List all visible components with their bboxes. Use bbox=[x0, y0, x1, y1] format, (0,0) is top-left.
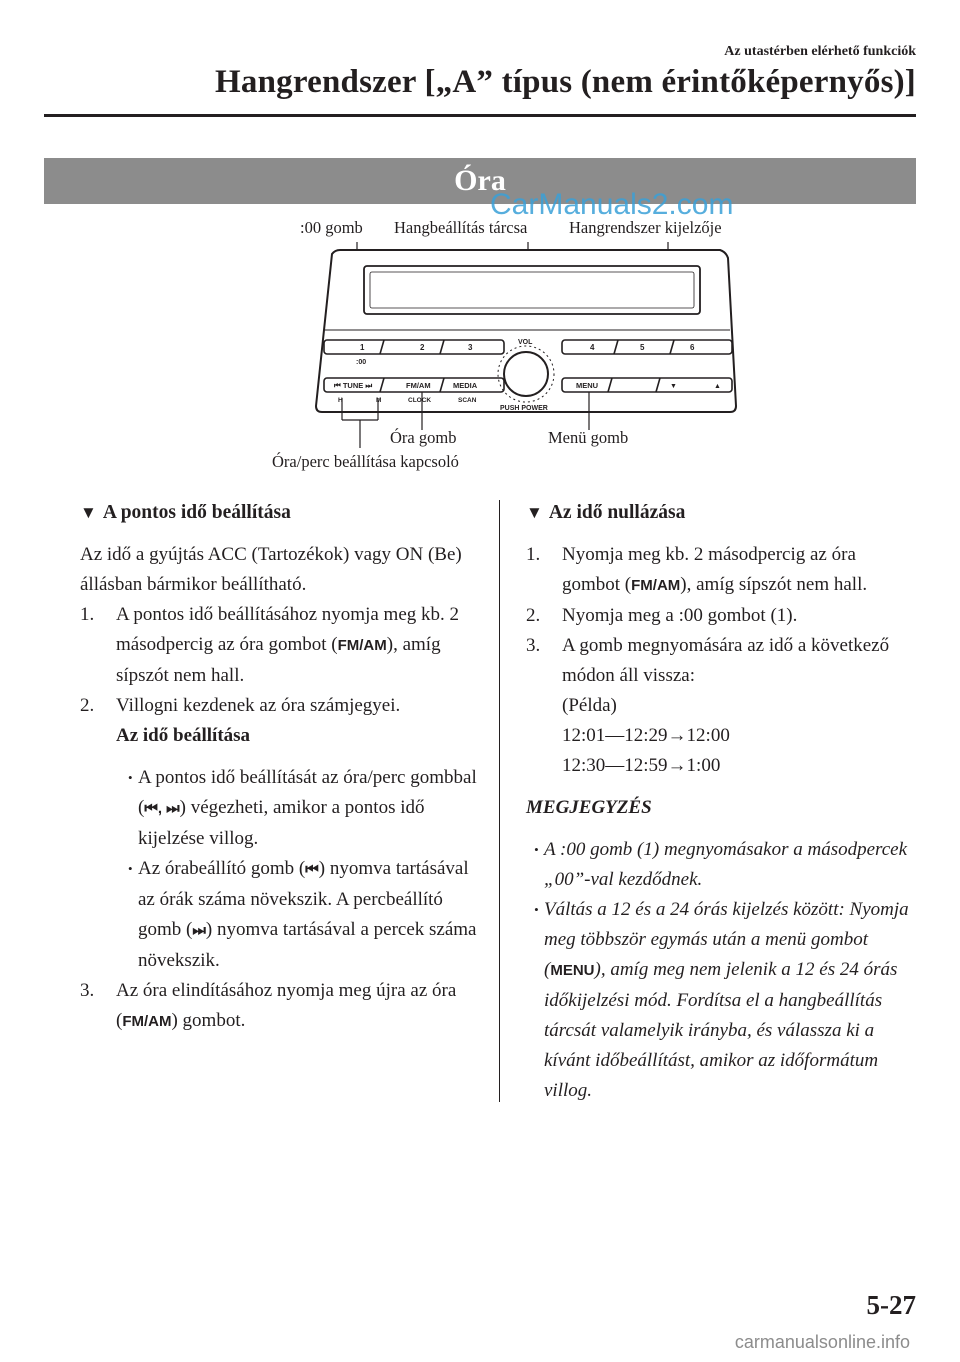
tune-label: ⏮ TUNE ⏭ bbox=[334, 381, 373, 390]
label-menu-button: Menü gomb bbox=[548, 428, 629, 447]
scan-label: SCAN bbox=[458, 397, 477, 404]
preset-1-label: 1 bbox=[360, 343, 365, 352]
fmam-key: FM/AM bbox=[337, 637, 387, 654]
column-divider bbox=[499, 500, 500, 1102]
bullet-1: • A pontos idő beállítását az óra/perc gombbal (⏮, ⏭) végezheti, amikor a pontos idő kijelzése villog. bbox=[128, 767, 477, 849]
subheading-time-setting: Az idő beállítása bbox=[116, 725, 251, 746]
triangle-icon: ▼ bbox=[526, 503, 543, 522]
volume-knob bbox=[504, 352, 548, 396]
reset-step-2: 2. Nyomja meg a :00 gombot (1). bbox=[526, 605, 798, 626]
clock-label: CLOCK bbox=[408, 397, 432, 404]
right-column bbox=[526, 498, 918, 1106]
fmam-key: FM/AM bbox=[631, 577, 681, 594]
example-1: 12:01―12:29→12:00 bbox=[562, 725, 730, 746]
label-hour-minute-switch: Óra/perc beállítása kapcsoló bbox=[272, 452, 459, 471]
step-2: 2. Villogni kezdenek az óra számjegyei. bbox=[80, 695, 401, 716]
h-label: H bbox=[338, 397, 343, 404]
header-divider bbox=[44, 114, 916, 117]
preset-3-label: 3 bbox=[468, 343, 473, 352]
header-category: Az utastérben elérhető funkciók bbox=[724, 44, 916, 59]
left-column bbox=[80, 498, 488, 1037]
reset-step-3: 3. A gomb megnyomására az idő a következő módon áll vissza: bbox=[526, 635, 890, 686]
display-window bbox=[364, 266, 700, 314]
media-label: MEDIA bbox=[453, 381, 478, 390]
audio-unit-diagram bbox=[260, 212, 760, 482]
preset-6-label: 6 bbox=[690, 343, 695, 352]
label-sound-dial: Hangbeállítás tárcsa bbox=[394, 218, 528, 237]
seek-keys: ⏮, ⏭ bbox=[144, 800, 180, 817]
preset-row-right bbox=[562, 340, 732, 354]
note-bullet-2: • Váltás a 12 és a 24 órás kijelzés között: Nyomja meg többször egymás után a menü gombot (MENU), amíg meg nem jelenik a 12 és 24 órás időkijelzési mód. Fordítsa el a hangbeállítás tárcsát valamelyik irányba, és válassza ki a kívánt időbeállítást, amikor az időformátum villog. bbox=[534, 899, 909, 1101]
label-display: Hangrendszer kijelzője bbox=[569, 218, 722, 237]
footer-site: carmanualsonline.info bbox=[734, 1332, 910, 1352]
fmam-key: FM/AM bbox=[122, 1013, 172, 1030]
down-label: ▼ bbox=[670, 383, 677, 390]
fmam-label: FM/AM bbox=[406, 381, 431, 390]
zero-label: :00 bbox=[356, 359, 367, 366]
example-label: (Példa) bbox=[562, 695, 617, 716]
page-title: Hangrendszer [„A” típus (nem érintőképernyős)] bbox=[215, 64, 916, 100]
up-label: ▲ bbox=[714, 383, 721, 390]
example-2: 12:30―12:59→1:00 bbox=[562, 755, 721, 776]
seek-back-key: ⏮ bbox=[305, 861, 319, 878]
preset-row-left bbox=[324, 340, 504, 354]
preset-4-label: 4 bbox=[590, 343, 595, 352]
seek-forward-key: ⏭ bbox=[192, 922, 206, 939]
step-1: 1. A pontos idő beállításához nyomja meg kb. 2 másodpercig az óra gombot (FM/AM), amíg sípszót nem hall. bbox=[80, 604, 460, 686]
note-title: MEGJEGYZÉS bbox=[526, 797, 652, 818]
step-3: 3. Az óra elindításához nyomja meg újra az óra (FM/AM) gombot. bbox=[80, 980, 457, 1031]
audio-unit-illustration bbox=[260, 212, 760, 482]
heading-reset-time: ▼ Az idő nullázása bbox=[526, 502, 686, 523]
note-bullet-1: • A :00 gomb (1) megnyomásakor a másodpercek „00”-val kezdődnek. bbox=[534, 839, 908, 890]
page-number: 5-27 bbox=[866, 1290, 916, 1320]
vol-label: VOL bbox=[518, 339, 533, 346]
menu-key: MENU bbox=[550, 962, 595, 979]
bullet-2: • Az órabeállító gomb (⏮) nyomva tartásával az órák száma növekszik. A percbeállító gomb (⏭) nyomva tartásával a percek száma növekszik. bbox=[128, 858, 477, 971]
watermark: CarManuals2.com bbox=[490, 188, 734, 221]
section-title: Óra bbox=[44, 158, 916, 204]
m-label: M bbox=[376, 397, 382, 404]
preset-5-label: 5 bbox=[640, 343, 645, 352]
label-zero-button: :00 gomb bbox=[300, 218, 363, 237]
push-power-label: PUSH POWER bbox=[500, 405, 548, 412]
triangle-icon: ▼ bbox=[80, 503, 97, 522]
label-clock-button: Óra gomb bbox=[390, 428, 457, 447]
heading-set-time: ▼ A pontos idő beállítása bbox=[80, 502, 291, 523]
menu-label: MENU bbox=[576, 381, 599, 390]
preset-2-label: 2 bbox=[420, 343, 425, 352]
intro-paragraph: Az idő a gyújtás ACC (Tartozékok) vagy ON (Be) állásban bármikor beállítható. bbox=[80, 544, 462, 595]
reset-step-1: 1. Nyomja meg kb. 2 másodpercig az óra gombot (FM/AM), amíg sípszót nem hall. bbox=[526, 544, 868, 595]
